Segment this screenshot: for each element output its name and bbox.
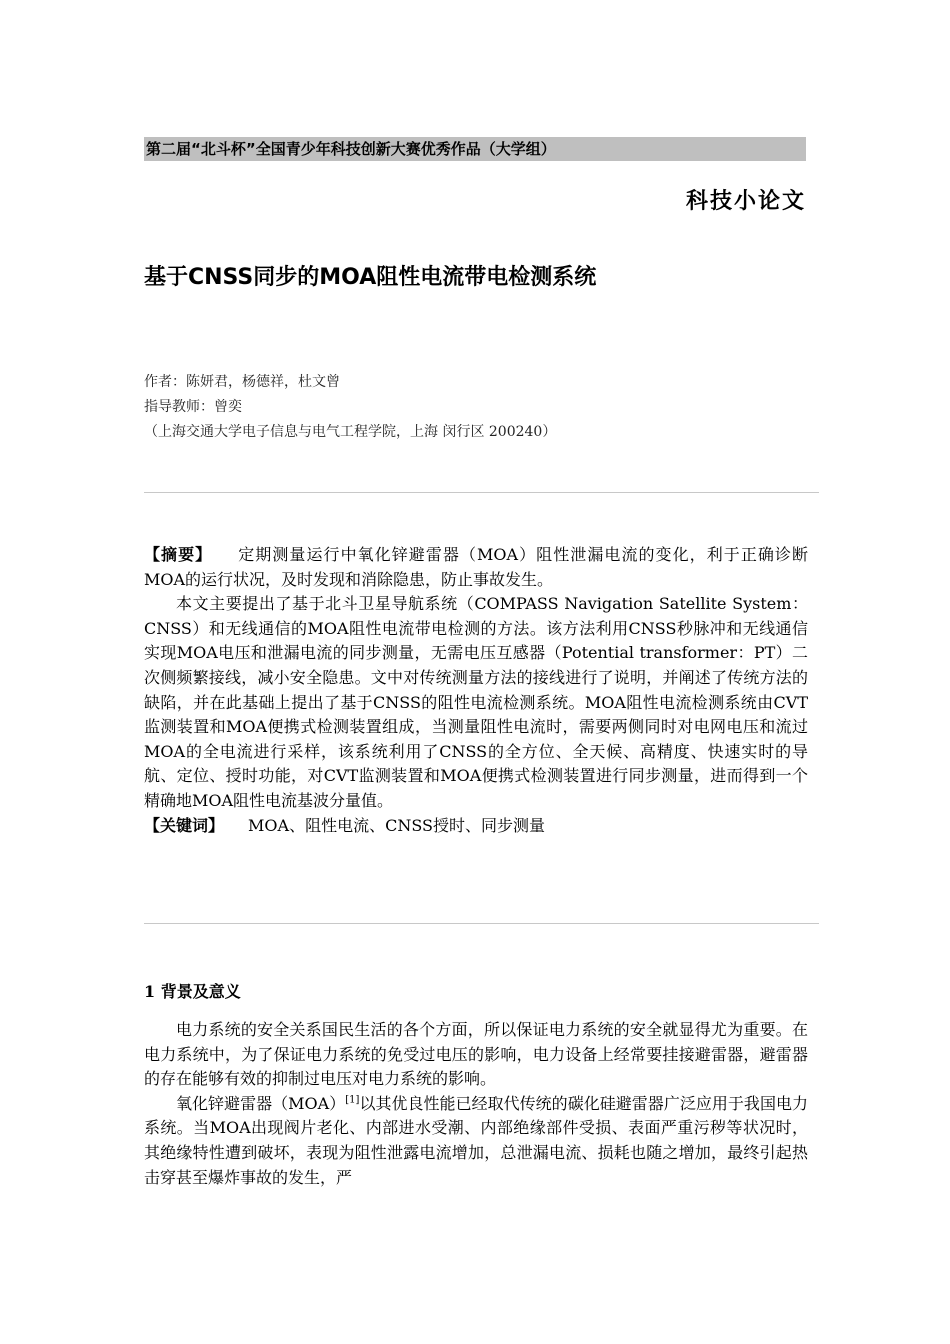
keywords-label: 【关键词】 bbox=[144, 815, 225, 835]
body-paragraph-1: 电力系统的安全关系国民生活的各个方面，所以保证电力系统的安全就显得尤为重要。在电力系统中，为了保证电力系统的免受过电压的影响，电力设备上经常要挂接避雷器，避雷器的存在能够有效的抑制过电压对电力系统的影响。 bbox=[144, 1020, 808, 1089]
divider-top bbox=[144, 492, 819, 493]
body-paragraph-2 bbox=[144, 1092, 808, 1190]
abstract-label: 【摘要】 bbox=[144, 545, 213, 564]
divider-bottom bbox=[144, 923, 819, 924]
document-type-label: 科技小论文 bbox=[685, 188, 806, 214]
body-paragraph-2-rest: 以其优良性能已经取代传统的碳化硅避雷器广泛应用于我国电力系统。当MOA出现阀片老化、内部进水受潮、内部绝缘部件受损、表面严重污秽等状况时，其绝缘特性遭到破坏，表现为阻性泄露电流增加，总泄漏电流、损耗也随之增加，最终引起热击穿甚至爆炸事故的发生，严 bbox=[144, 1093, 808, 1187]
section-heading: 1 背景及意义 bbox=[144, 982, 241, 1001]
body-paragraph-2-start: 氧化锌避雷器（MOA） bbox=[176, 1093, 346, 1113]
keywords-text: MOA、阻性电流、CNSS授时、同步测量 bbox=[248, 815, 545, 835]
abstract-paragraph-1 bbox=[144, 543, 808, 592]
keywords-line bbox=[144, 814, 808, 839]
paper-title: 基于CNSS同步的MOA阻性电流带电检测系统 bbox=[144, 265, 597, 290]
advisor-line: 指导教师：曾奕 bbox=[144, 399, 242, 415]
abstract-paragraph-2: 本文主要提出了基于北斗卫星导航系统（COMPASS Navigation Satellite System：CNSS）和无线通信的MOA阻性电流带电检测的方法。该方法利用CNSS秒脉冲和无线通信实现MOA电压和泄漏电流的同步测量，无需电压互感器（Potential transformer：PT）二次侧频繁接线，减小安全隐患。文中对传统测量方法的接线进行了说明，并阐述了传统方法的缺陷，并在此基础上提出了基于CNSS的阻性电流检测系统。MOA阻性电流检测系统由CVT监测装置和MOA便携式检测装置组成，当测量阻性电流时，需要两侧同时对电网电压和流过MOA的全电流进行采样，该系统利用了CNSS的全方位、全天候、高精度、快速实时的导航、定位、授时功能，对CVT监测装置和MOA便携式检测装置进行同步测量，进而得到一个精确地MOA阻性电流基波分量值。 bbox=[144, 594, 808, 810]
section-body bbox=[144, 1018, 808, 1190]
abstract-text-1: 定期测量运行中氧化锌避雷器（MOA）阻性泄漏电流的变化，利于正确诊断MOA的运行状况，及时发现和消除隐患，防止事故发生。 bbox=[144, 545, 808, 589]
citation-reference[interactable]: [1] bbox=[345, 1094, 360, 1106]
abstract-block bbox=[144, 543, 808, 838]
competition-banner: 第二届“北斗杯”全国青少年科技创新大赛优秀作品（大学组） bbox=[144, 137, 806, 161]
authors-line: 作者：陈妍君，杨德祥，杜文曾 bbox=[144, 374, 340, 390]
affiliation-line: （上海交通大学电子信息与电气工程学院，上海 闵行区 200240） bbox=[144, 424, 557, 440]
